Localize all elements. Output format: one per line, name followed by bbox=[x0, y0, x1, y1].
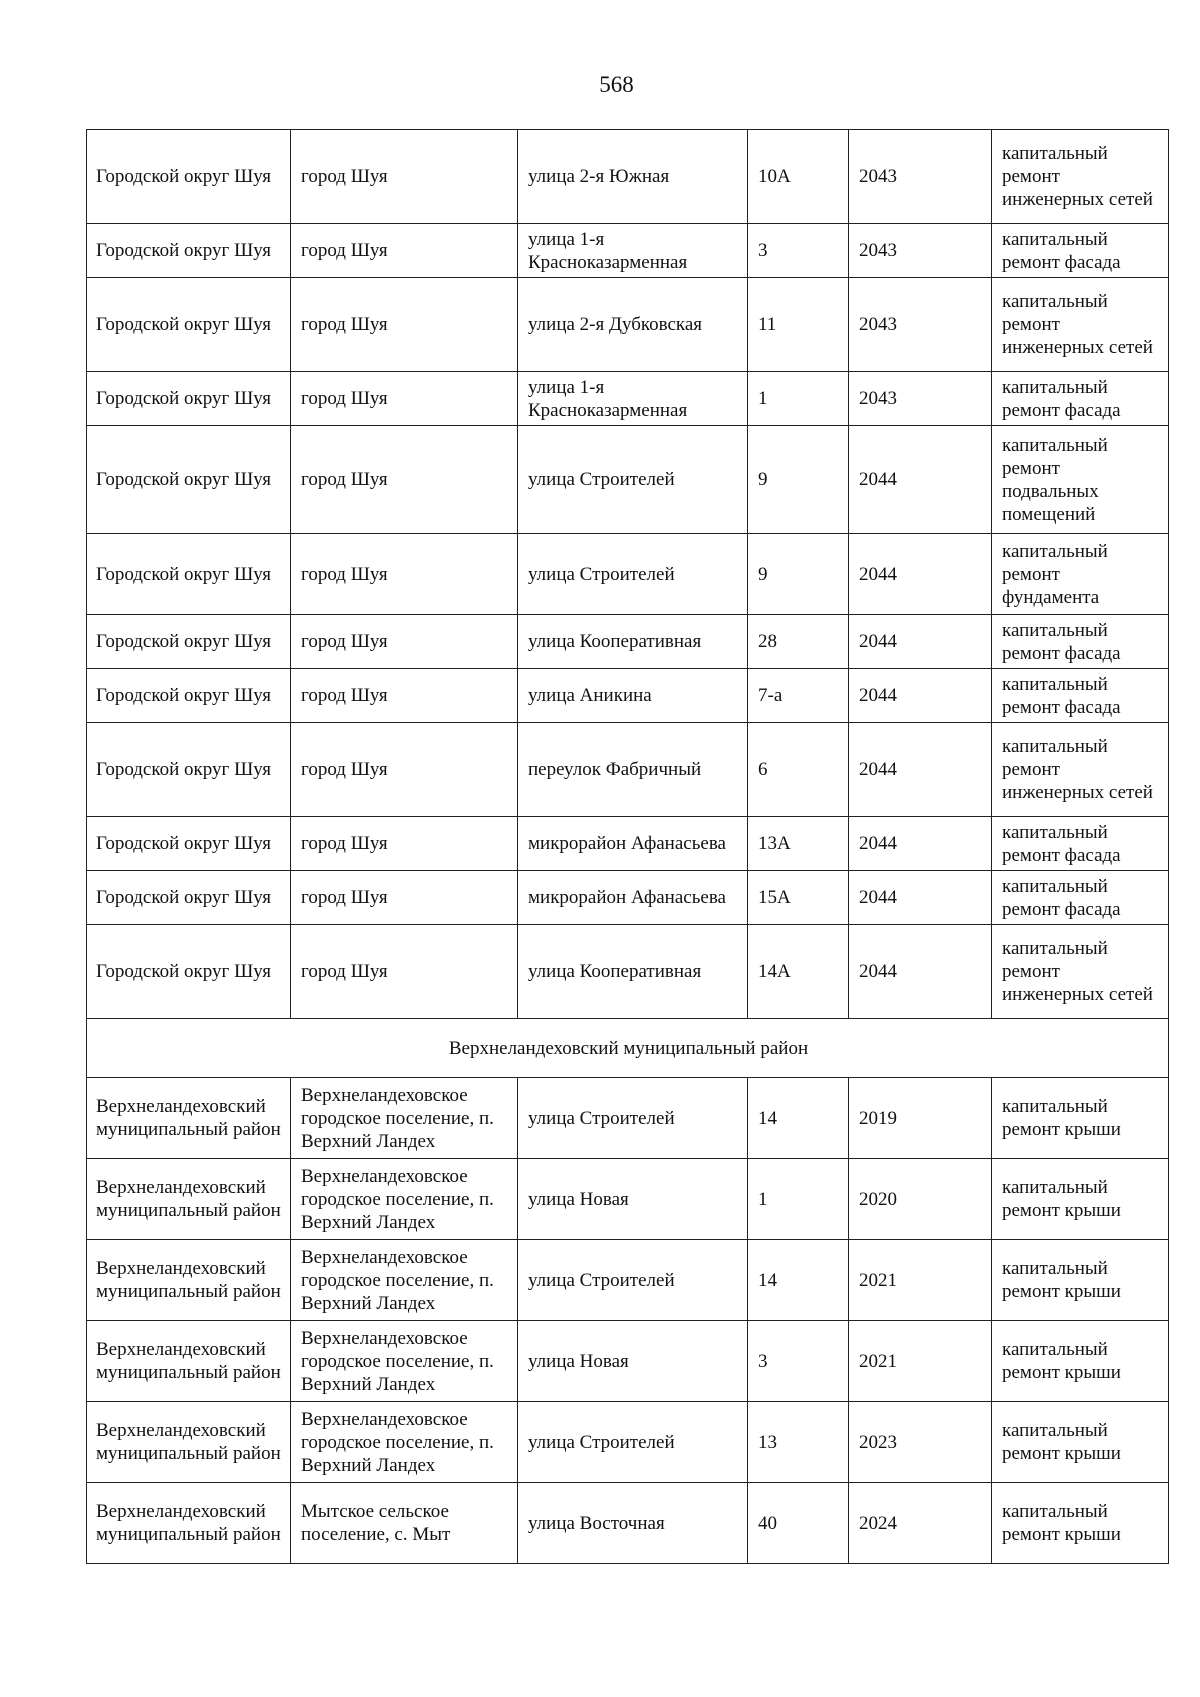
cell-house: 10А bbox=[748, 130, 849, 224]
table-body-verkhnelandekhovsky bbox=[87, 1078, 1169, 1564]
cell-street: улица Строителей bbox=[518, 1078, 748, 1159]
cell-work: капитальный ремонт крыши bbox=[992, 1240, 1169, 1321]
cell-municipality: Городской округ Шуя bbox=[87, 723, 291, 817]
cell-settlement: город Шуя bbox=[291, 130, 518, 224]
page-number: 568 bbox=[599, 72, 634, 97]
cell-street: улица 1-я Красноказарменная bbox=[518, 224, 748, 278]
cell-work: капитальный ремонт фасада bbox=[992, 669, 1169, 723]
cell-work: капитальный ремонт инженерных сетей bbox=[992, 130, 1169, 224]
cell-work: капитальный ремонт фасада bbox=[992, 372, 1169, 426]
cell-street: улица Кооперативная bbox=[518, 615, 748, 669]
table-row bbox=[87, 669, 1169, 723]
cell-settlement: город Шуя bbox=[291, 925, 518, 1019]
cell-year: 2044 bbox=[849, 534, 992, 615]
cell-settlement: город Шуя bbox=[291, 871, 518, 925]
cell-municipality: Городской округ Шуя bbox=[87, 224, 291, 278]
table-row bbox=[87, 723, 1169, 817]
cell-year: 2044 bbox=[849, 426, 992, 534]
cell-settlement: Верхнеландеховское городское поселение, п. Верхний Ландех bbox=[291, 1402, 518, 1483]
cell-settlement: город Шуя bbox=[291, 723, 518, 817]
cell-year: 2044 bbox=[849, 669, 992, 723]
cell-house: 9 bbox=[748, 534, 849, 615]
cell-house: 3 bbox=[748, 1321, 849, 1402]
cell-house: 11 bbox=[748, 278, 849, 372]
cell-year: 2021 bbox=[849, 1240, 992, 1321]
table-body-shuya bbox=[87, 130, 1169, 1019]
cell-work: капитальный ремонт подвальных помещений bbox=[992, 426, 1169, 534]
cell-year: 2044 bbox=[849, 817, 992, 871]
cell-street: улица Новая bbox=[518, 1321, 748, 1402]
cell-work: капитальный ремонт фасада bbox=[992, 871, 1169, 925]
cell-house: 14 bbox=[748, 1240, 849, 1321]
cell-house: 15А bbox=[748, 871, 849, 925]
cell-municipality: Городской округ Шуя bbox=[87, 871, 291, 925]
cell-house: 9 bbox=[748, 426, 849, 534]
cell-municipality: Городской округ Шуя bbox=[87, 426, 291, 534]
cell-house: 3 bbox=[748, 224, 849, 278]
table-row bbox=[87, 1402, 1169, 1483]
cell-work: капитальный ремонт инженерных сетей bbox=[992, 925, 1169, 1019]
cell-work: капитальный ремонт фасада bbox=[992, 615, 1169, 669]
table-row bbox=[87, 426, 1169, 534]
cell-street: улица Восточная bbox=[518, 1483, 748, 1564]
cell-year: 2043 bbox=[849, 372, 992, 426]
cell-municipality: Городской округ Шуя bbox=[87, 278, 291, 372]
cell-work: капитальный ремонт фасада bbox=[992, 224, 1169, 278]
cell-year: 2044 bbox=[849, 615, 992, 669]
cell-work: капитальный ремонт крыши bbox=[992, 1402, 1169, 1483]
cell-street: улица Строителей bbox=[518, 534, 748, 615]
section-header-row bbox=[87, 1019, 1169, 1078]
table-row bbox=[87, 130, 1169, 224]
cell-year: 2044 bbox=[849, 871, 992, 925]
cell-year: 2044 bbox=[849, 723, 992, 817]
cell-house: 14А bbox=[748, 925, 849, 1019]
cell-municipality: Городской округ Шуя bbox=[87, 669, 291, 723]
cell-settlement: Мытское сельское поселение, с. Мыт bbox=[291, 1483, 518, 1564]
cell-year: 2019 bbox=[849, 1078, 992, 1159]
table-row bbox=[87, 1159, 1169, 1240]
table-row bbox=[87, 925, 1169, 1019]
cell-house: 40 bbox=[748, 1483, 849, 1564]
cell-street: улица Строителей bbox=[518, 1240, 748, 1321]
table-row bbox=[87, 817, 1169, 871]
cell-settlement: Верхнеландеховское городское поселение, п. Верхний Ландех bbox=[291, 1078, 518, 1159]
cell-municipality: Верхнеландеховский муниципальный район bbox=[87, 1321, 291, 1402]
cell-street: улица 2-я Дубковская bbox=[518, 278, 748, 372]
cell-municipality: Городской округ Шуя bbox=[87, 615, 291, 669]
cell-settlement: город Шуя bbox=[291, 669, 518, 723]
cell-street: улица Новая bbox=[518, 1159, 748, 1240]
cell-house: 13 bbox=[748, 1402, 849, 1483]
cell-municipality: Городской округ Шуя bbox=[87, 534, 291, 615]
cell-street: улица Кооперативная bbox=[518, 925, 748, 1019]
cell-year: 2043 bbox=[849, 130, 992, 224]
cell-house: 7-а bbox=[748, 669, 849, 723]
table-row bbox=[87, 615, 1169, 669]
cell-house: 1 bbox=[748, 1159, 849, 1240]
cell-settlement: город Шуя bbox=[291, 615, 518, 669]
cell-year: 2020 bbox=[849, 1159, 992, 1240]
cell-year: 2024 bbox=[849, 1483, 992, 1564]
cell-year: 2044 bbox=[849, 925, 992, 1019]
cell-street: переулок Фабричный bbox=[518, 723, 748, 817]
cell-street: улица Строителей bbox=[518, 426, 748, 534]
cell-work: капитальный ремонт фасада bbox=[992, 817, 1169, 871]
table-row bbox=[87, 224, 1169, 278]
cell-settlement: Верхнеландеховское городское поселение, п. Верхний Ландех bbox=[291, 1159, 518, 1240]
cell-settlement: город Шуя bbox=[291, 224, 518, 278]
cell-settlement: город Шуя bbox=[291, 817, 518, 871]
cell-house: 14 bbox=[748, 1078, 849, 1159]
cell-street: микрорайон Афанасьева bbox=[518, 871, 748, 925]
section-header-group bbox=[87, 1019, 1169, 1078]
cell-house: 13А bbox=[748, 817, 849, 871]
cell-municipality: Верхнеландеховский муниципальный район bbox=[87, 1483, 291, 1564]
table-row bbox=[87, 871, 1169, 925]
cell-municipality: Верхнеландеховский муниципальный район bbox=[87, 1078, 291, 1159]
section-title: Верхнеландеховский муниципальный район bbox=[87, 1019, 1169, 1078]
cell-house: 6 bbox=[748, 723, 849, 817]
cell-work: капитальный ремонт крыши bbox=[992, 1078, 1169, 1159]
cell-street: микрорайон Афанасьева bbox=[518, 817, 748, 871]
cell-settlement: город Шуя bbox=[291, 278, 518, 372]
table-row bbox=[87, 1240, 1169, 1321]
table-row bbox=[87, 1321, 1169, 1402]
cell-municipality: Городской округ Шуя bbox=[87, 925, 291, 1019]
cell-house: 28 bbox=[748, 615, 849, 669]
cell-work: капитальный ремонт инженерных сетей bbox=[992, 278, 1169, 372]
cell-street: улица 2-я Южная bbox=[518, 130, 748, 224]
cell-year: 2043 bbox=[849, 224, 992, 278]
cell-work: капитальный ремонт крыши bbox=[992, 1321, 1169, 1402]
cell-work: капитальный ремонт инженерных сетей bbox=[992, 723, 1169, 817]
cell-settlement: город Шуя bbox=[291, 372, 518, 426]
cell-house: 1 bbox=[748, 372, 849, 426]
cell-municipality: Городской округ Шуя bbox=[87, 130, 291, 224]
cell-street: улица 1-я Красноказарменная bbox=[518, 372, 748, 426]
cell-settlement: город Шуя bbox=[291, 426, 518, 534]
cell-settlement: Верхнеландеховское городское поселение, п. Верхний Ландех bbox=[291, 1240, 518, 1321]
cell-year: 2023 bbox=[849, 1402, 992, 1483]
table-row bbox=[87, 1078, 1169, 1159]
cell-municipality: Городской округ Шуя bbox=[87, 817, 291, 871]
cell-street: улица Аникина bbox=[518, 669, 748, 723]
cell-settlement: Верхнеландеховское городское поселение, п. Верхний Ландех bbox=[291, 1321, 518, 1402]
cell-street: улица Строителей bbox=[518, 1402, 748, 1483]
cell-municipality: Верхнеландеховский муниципальный район bbox=[87, 1159, 291, 1240]
cell-work: капитальный ремонт крыши bbox=[992, 1483, 1169, 1564]
cell-municipality: Верхнеландеховский муниципальный район bbox=[87, 1240, 291, 1321]
table-row bbox=[87, 372, 1169, 426]
cell-year: 2021 bbox=[849, 1321, 992, 1402]
cell-work: капитальный ремонт фундамента bbox=[992, 534, 1169, 615]
cell-municipality: Городской округ Шуя bbox=[87, 372, 291, 426]
table-row bbox=[87, 534, 1169, 615]
cell-year: 2043 bbox=[849, 278, 992, 372]
cell-municipality: Верхнеландеховский муниципальный район bbox=[87, 1402, 291, 1483]
cell-settlement: город Шуя bbox=[291, 534, 518, 615]
table-row bbox=[87, 278, 1169, 372]
repair-schedule-table bbox=[86, 129, 1169, 1564]
cell-work: капитальный ремонт крыши bbox=[992, 1159, 1169, 1240]
table-row bbox=[87, 1483, 1169, 1564]
